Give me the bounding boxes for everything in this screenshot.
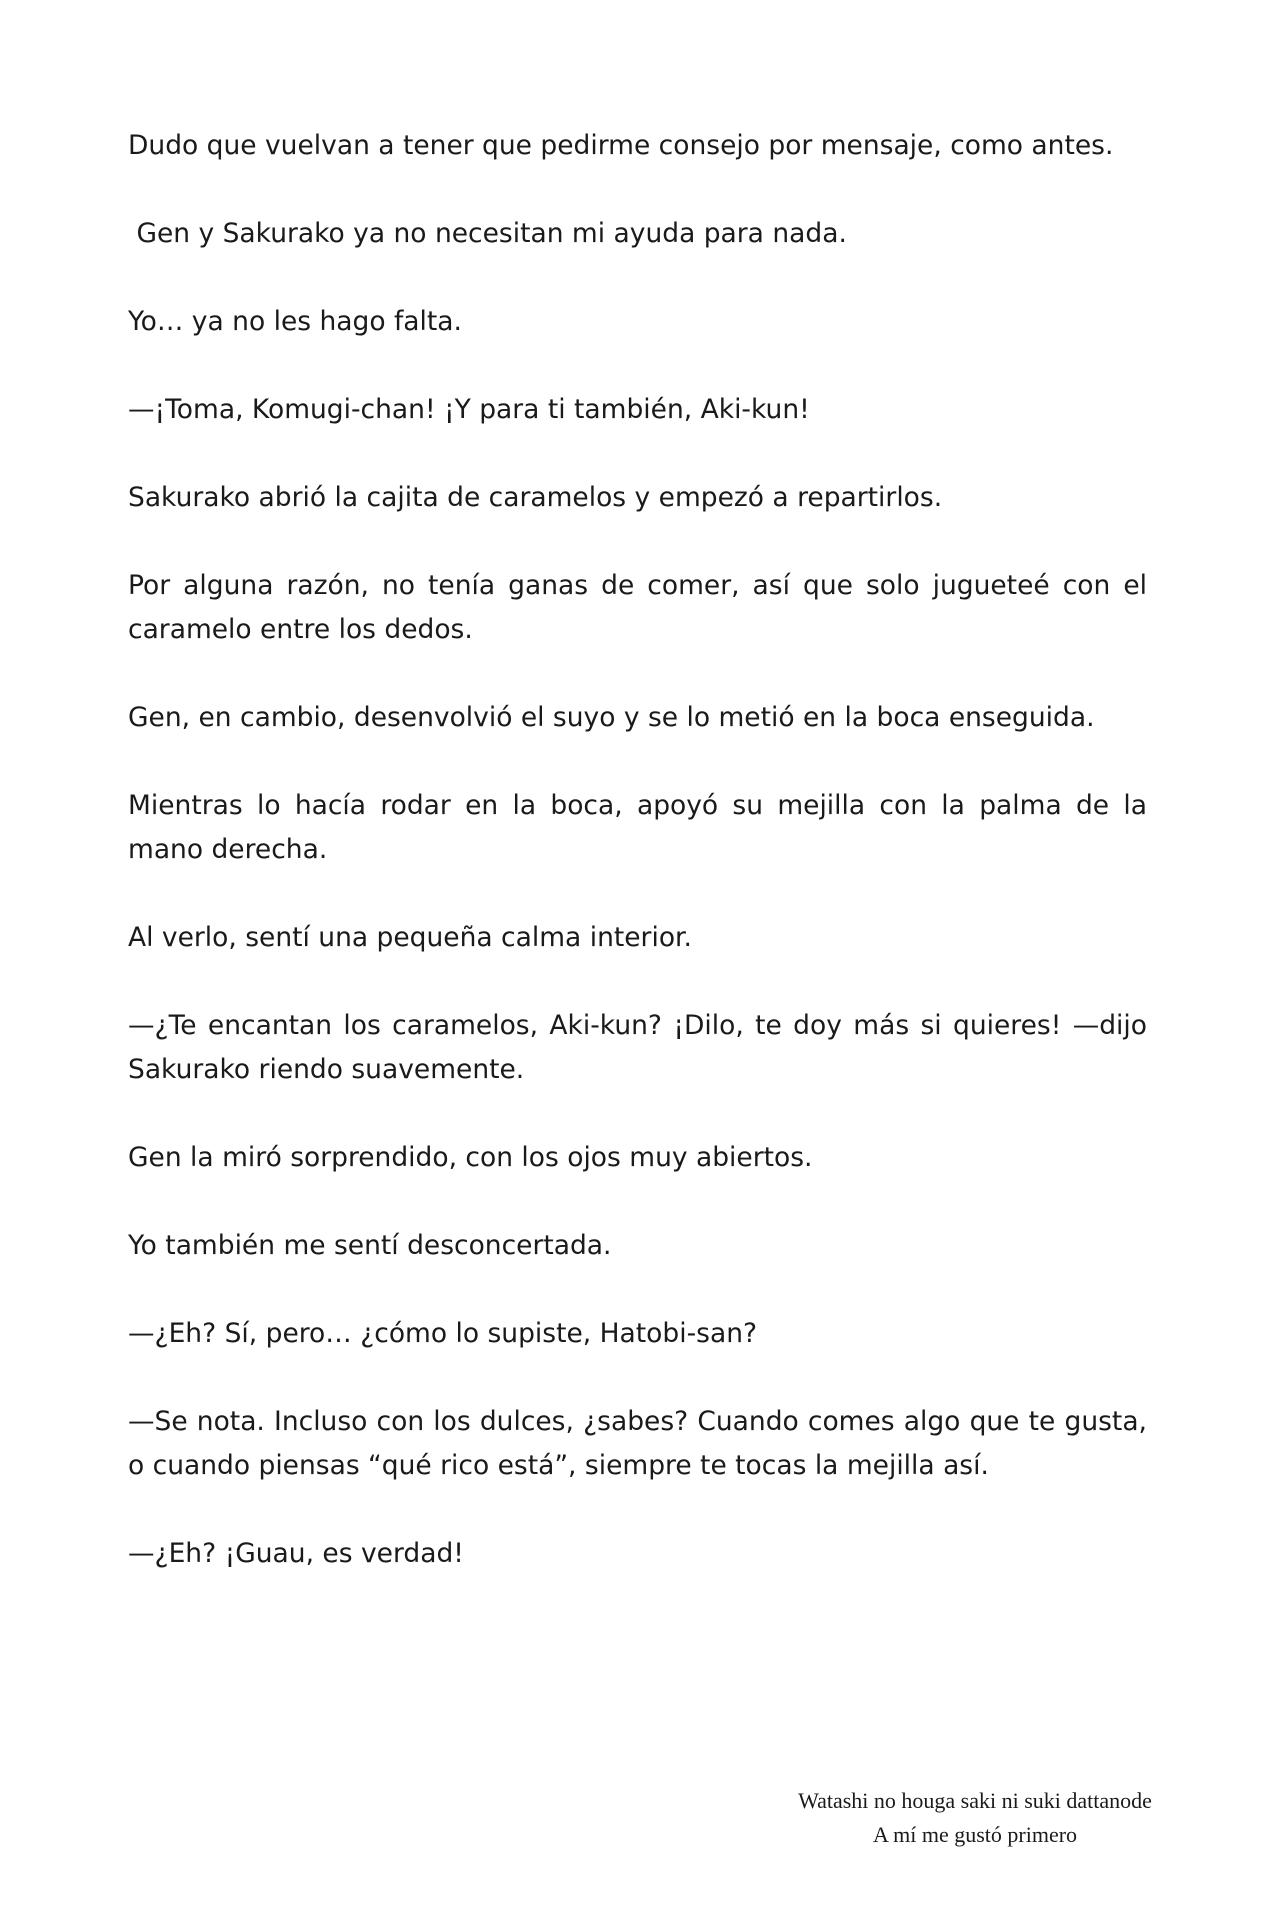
paragraph: Gen, en cambio, desenvolvió el suyo y se lo metió en la boca enseguida.: [128, 702, 1095, 733]
paragraph: —Se nota. Incluso con los dulces, ¿sabes? Cuando comes algo que te gusta, o cuando piensas “qué rico está”, siempre te tocas la mejilla así.: [128, 1406, 1147, 1481]
page-footer: [740, 1784, 1210, 1852]
paragraph: Gen y Sakurako ya no necesitan mi ayuda para nada.: [128, 218, 847, 249]
paragraph: —¿Te encantan los caramelos, Aki-kun? ¡Dilo, te doy más si quieres! —dijo Sakurako riendo suavemente.: [128, 1010, 1147, 1085]
paragraph: Gen la miró sorprendido, con los ojos muy abiertos.: [128, 1142, 813, 1173]
paragraph: Mientras lo hacía rodar en la boca, apoyó su mejilla con la palma de la mano derecha.: [128, 790, 1147, 865]
paragraph: —¿Eh? Sí, pero… ¿cómo lo supiste, Hatobi-san?: [128, 1318, 758, 1349]
paragraph: Dudo que vuelvan a tener que pedirme consejo por mensaje, como antes.: [128, 130, 1114, 161]
paragraph: Por alguna razón, no tenía ganas de comer, así que solo jugueteé con el caramelo entre los dedos.: [128, 570, 1147, 645]
paragraph: Al verlo, sentí una pequeña calma interior.: [128, 922, 692, 953]
footer-title-romaji: Watashi no houga saki ni suki dattanode: [798, 1788, 1152, 1813]
paragraph: Yo también me sentí desconcertada.: [128, 1230, 612, 1261]
paragraph: Sakurako abrió la cajita de caramelos y empezó a repartirlos.: [128, 482, 943, 513]
footer-title-spanish: A mí me gustó primero: [872, 1822, 1078, 1847]
paragraph: —¡Toma, Komugi-chan! ¡Y para ti también, Aki-kun!: [128, 394, 810, 425]
paragraph: —¿Eh? ¡Guau, es verdad!: [128, 1538, 464, 1569]
page-body: [128, 124, 1147, 1620]
paragraph: Yo… ya no les hago falta.: [128, 306, 462, 337]
